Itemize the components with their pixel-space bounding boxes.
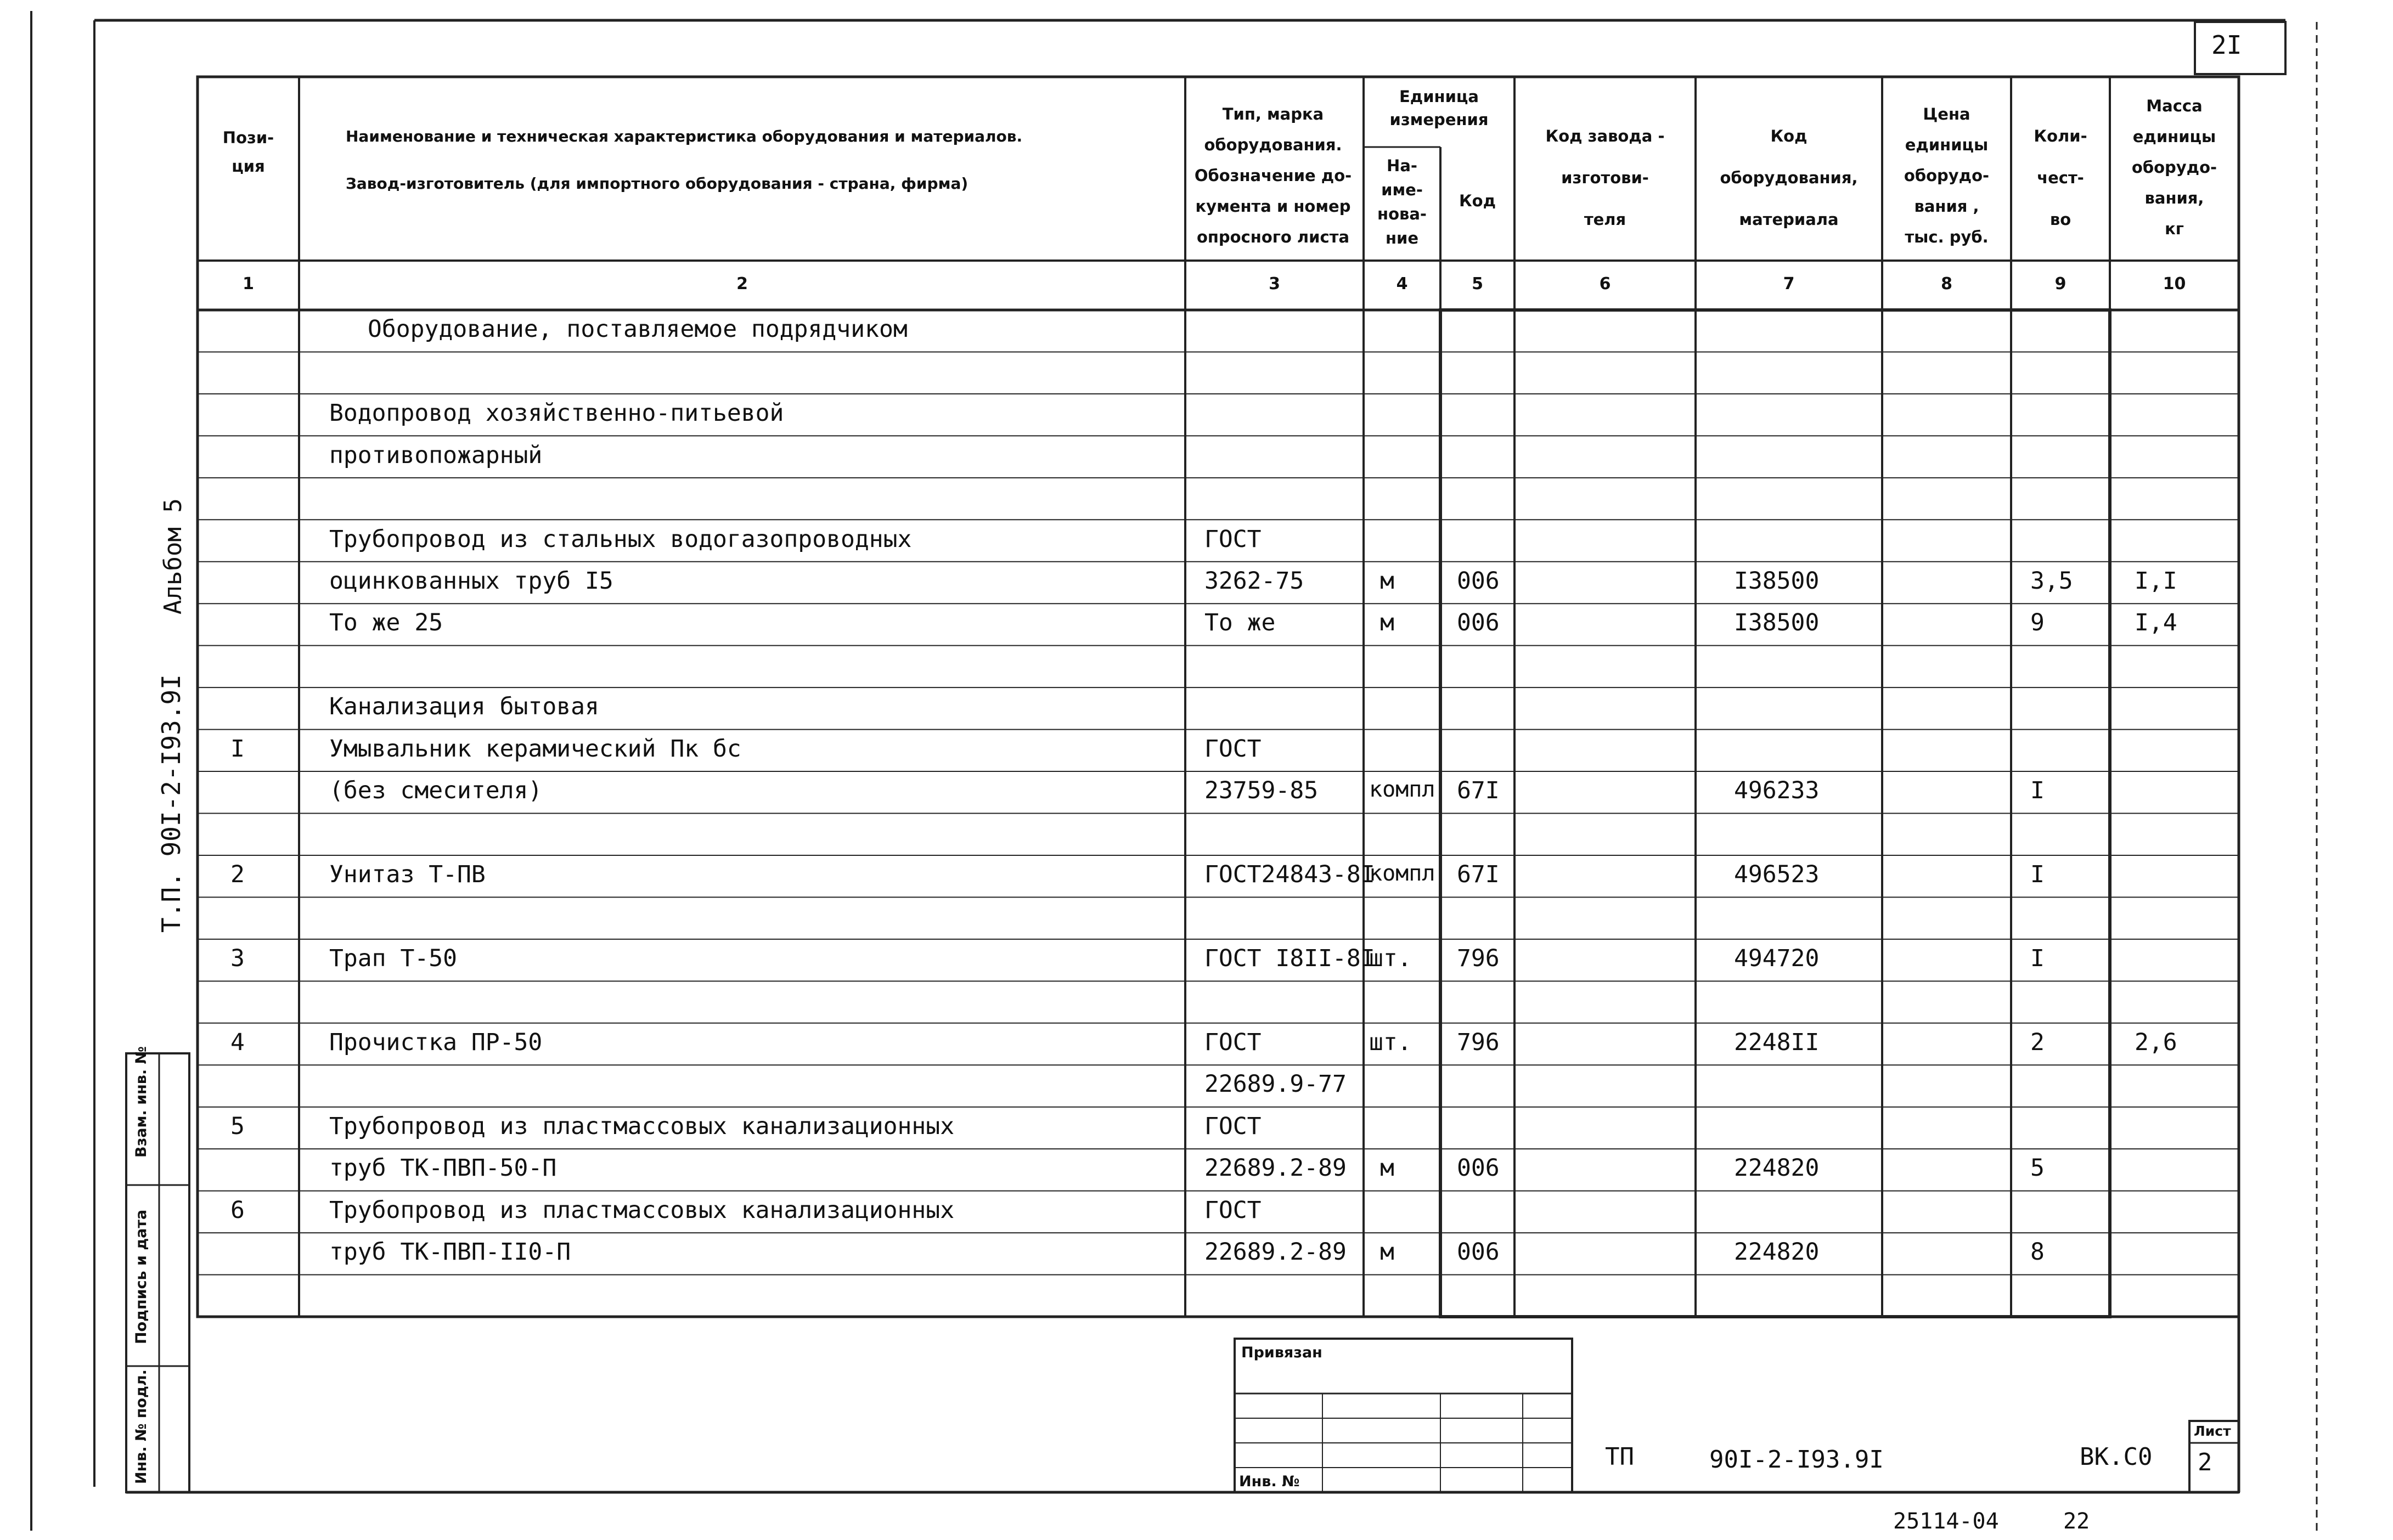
header-position: Пози- ция — [222, 128, 274, 176]
header-name-line1: Наименование и техническая характеристика оборудования и материалов. — [346, 127, 1023, 145]
cell-position: 3 — [230, 945, 245, 973]
cell-unit-code: 006 — [1457, 1238, 1500, 1266]
cell-unit-name: м — [1380, 609, 1394, 637]
cell-unit-name: шт. — [1369, 1029, 1412, 1057]
cell-unit-code: 006 — [1457, 567, 1500, 595]
column-number-7: 7 — [1783, 274, 1795, 294]
cell-document: ГОСТ — [1204, 735, 1262, 763]
cell-name: противопожарный — [329, 441, 543, 469]
cell-mass: I,4 — [2135, 609, 2177, 637]
cell-document: 22689.2-89 — [1204, 1154, 1347, 1182]
header-type-doc: Тип, марка оборудования. Обозначение до- кумента и номер опросного листа — [1194, 105, 1352, 246]
cell-material-code: 224820 — [1734, 1238, 1820, 1266]
stamp-mark: ВК.С0 — [2080, 1443, 2153, 1471]
cell-position: 6 — [230, 1196, 245, 1224]
cell-quantity: 2 — [2030, 1029, 2045, 1057]
column-number-3: 3 — [1269, 274, 1280, 294]
cell-unit-code: 006 — [1457, 1154, 1500, 1182]
cell-unit-name: м — [1380, 1238, 1394, 1266]
cell-document: ГОСТ — [1204, 525, 1262, 553]
column-number-9: 9 — [2054, 274, 2067, 294]
column-number-5: 5 — [1472, 274, 1483, 294]
cell-document: ГОСТ — [1204, 1196, 1262, 1224]
cell-unit-code: 006 — [1457, 609, 1500, 637]
stamp-sheet-label: Лист — [2194, 1423, 2231, 1439]
cell-name: труб ТК-ПВП-50-П — [329, 1154, 557, 1182]
cell-position: I — [230, 735, 245, 763]
footer-order-number: 25114-04 — [1893, 1509, 1999, 1534]
cell-position: 2 — [230, 861, 245, 889]
header-quantity: Коли- чест- во — [2034, 127, 2087, 229]
cell-document: То же — [1204, 609, 1276, 637]
cell-unit-name: компл — [1369, 861, 1435, 887]
cell-name: Прочистка ПР-50 — [329, 1029, 543, 1057]
cell-name: оцинкованных труб I5 — [329, 567, 613, 595]
cell-material-code: 496523 — [1734, 861, 1820, 889]
column-number-8: 8 — [1941, 274, 1952, 294]
cell-unit-code: 67I — [1457, 861, 1500, 889]
side-box-replaced-inv: Взам. инв. № — [133, 1046, 150, 1158]
header-unit: Единица измерения — [1389, 87, 1489, 129]
cell-name: Водопровод хозяйственно-питьевой — [329, 399, 784, 427]
cell-quantity: 5 — [2030, 1154, 2045, 1182]
cell-document: 3262-75 — [1204, 567, 1304, 595]
side-box-original-inv: Инв. № подл. — [133, 1369, 150, 1484]
cell-unit-name: м — [1380, 1154, 1394, 1182]
cell-document: ГОСТ — [1204, 1112, 1262, 1140]
header-factory-code: Код завода - изготови- теля — [1545, 127, 1665, 229]
cell-name: Канализация бытовая — [329, 693, 599, 721]
column-number-2: 2 — [736, 274, 748, 294]
stamp-bound-label: Привязан — [1241, 1344, 1322, 1361]
cell-document: 23759-85 — [1204, 777, 1319, 805]
header-name-line2: Завод-изготовитель (для импортного оборудования - страна, фирма) — [346, 174, 969, 193]
cell-mass: 2,6 — [2135, 1029, 2177, 1057]
cell-mass: I,I — [2135, 567, 2177, 595]
cell-position: 4 — [230, 1029, 245, 1057]
project-code-side: Т.П. 90I-2-I93.9I — [156, 674, 186, 933]
footer-page-number: 22 — [2063, 1509, 2090, 1534]
sheet-number: 2I — [2211, 30, 2242, 60]
album-label: Альбом 5 — [159, 498, 187, 614]
cell-quantity: 9 — [2030, 609, 2045, 637]
cell-document: 22689.9-77 — [1204, 1070, 1347, 1098]
cell-material-code: I38500 — [1734, 567, 1820, 595]
header-unit-name: На- име- нова- ние — [1377, 156, 1427, 247]
cell-material-code: I38500 — [1734, 609, 1820, 637]
cell-quantity: I — [2030, 945, 2045, 973]
column-number-4: 4 — [1396, 274, 1408, 294]
stamp-inv-label: Инв. № — [1239, 1473, 1300, 1490]
stamp-doc-code: 90I-2-I93.9I — [1709, 1446, 1884, 1474]
cell-unit-name: шт. — [1369, 945, 1412, 973]
cell-quantity: 3,5 — [2030, 567, 2073, 595]
cell-name: Оборудование, поставляемое подрядчиком — [368, 315, 908, 343]
cell-material-code: 224820 — [1734, 1154, 1820, 1182]
cell-name: Унитаз Т-ПВ — [329, 861, 486, 889]
cell-unit-code: 796 — [1457, 945, 1500, 973]
cell-name: труб ТК-ПВП-II0-П — [329, 1238, 571, 1266]
cell-unit-name: компл — [1369, 777, 1435, 803]
stamp-sheet-value: 2 — [2198, 1448, 2212, 1476]
cell-name: Трап Т-50 — [329, 945, 457, 973]
cell-quantity: I — [2030, 861, 2045, 889]
cell-name: Трубопровод из пластмассовых канализационных — [329, 1196, 955, 1224]
cell-material-code: 494720 — [1734, 945, 1820, 973]
cell-quantity: I — [2030, 777, 2045, 805]
header-material-code: Код оборудования, материала — [1720, 127, 1858, 229]
cell-unit-name: м — [1380, 567, 1394, 595]
column-number-6: 6 — [1599, 274, 1611, 294]
header-mass: Масса единицы оборудо- вания, кг — [2131, 97, 2217, 238]
cell-name: Умывальник керамический Пк бс — [329, 735, 741, 763]
cell-document: ГОСТ24843-8I — [1204, 861, 1375, 889]
cell-name: (без смесителя) — [329, 777, 543, 805]
column-number-10: 10 — [2163, 274, 2186, 294]
cell-document: ГОСТ I8II-8I — [1204, 945, 1375, 973]
cell-name: То же 25 — [329, 609, 443, 637]
header-price: Цена единицы оборудо- вания , тыс. руб. — [1904, 105, 1990, 246]
cell-quantity: 8 — [2030, 1238, 2045, 1266]
cell-name: Трубопровод из пластмассовых канализационных — [329, 1112, 955, 1140]
cell-document: ГОСТ — [1204, 1029, 1262, 1057]
cell-position: 5 — [230, 1112, 245, 1140]
stamp-tp: ТП — [1605, 1443, 1634, 1471]
cell-name: Трубопровод из стальных водогазопроводных — [329, 525, 912, 553]
cell-unit-code: 796 — [1457, 1029, 1500, 1057]
cell-document: 22689.2-89 — [1204, 1238, 1347, 1266]
header-unit-code: Код — [1459, 191, 1496, 210]
side-box-signature-date: Подпись и дата — [133, 1209, 150, 1344]
column-number-1: 1 — [243, 274, 254, 294]
cell-material-code: 496233 — [1734, 777, 1820, 805]
cell-material-code: 2248II — [1734, 1029, 1820, 1057]
cell-unit-code: 67I — [1457, 777, 1500, 805]
